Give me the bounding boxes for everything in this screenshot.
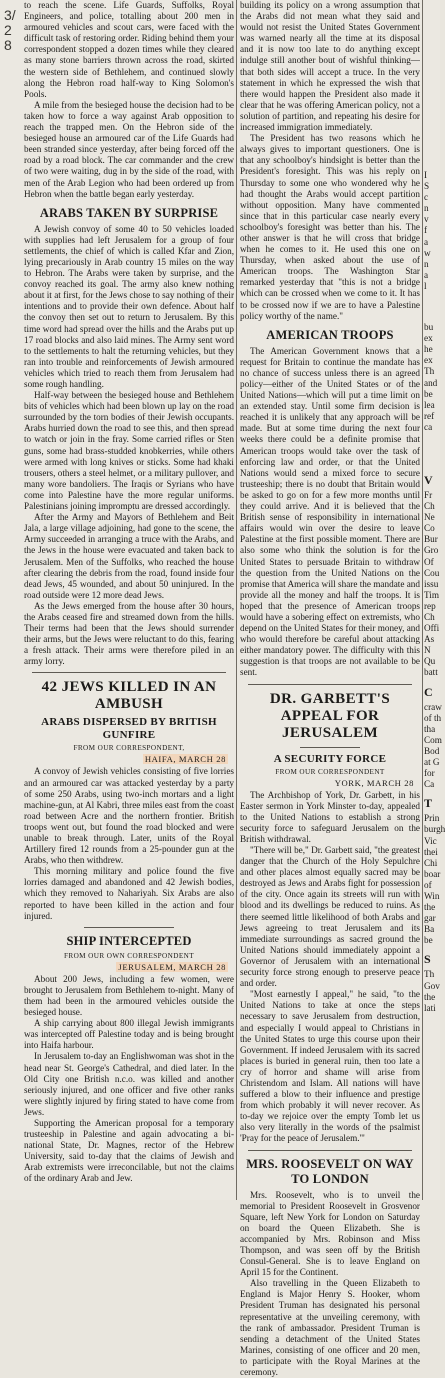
fragment-group: [424, 322, 440, 433]
byline: FROM OUR CORRESPONDENT,: [73, 744, 185, 753]
fragment-group: [424, 813, 445, 946]
article-divider: [32, 672, 226, 673]
subheadline-security-force: A SECURITY FORCE: [273, 752, 387, 765]
article-paragraph: A convoy of Jewish vehicles consisting of five lorries and an armoured car was attacked yesterday by a party of some 250 Arabs, using two-inch mortars and a light machine-gun, at Al Kabri, three miles east from the coast road between Acre and the northern frontier. British troops went out, but found the road blocked and were unable to break through. Later, units of the Royal Artillery fired 12 rounds from a 25-pounder gun at the Arabs, who then withdrew.: [24, 766, 234, 866]
fragment-line: Ca: [424, 779, 435, 790]
article-divider: [300, 747, 360, 748]
column-1: [24, 0, 234, 1200]
headline-garbett-appeal: DR. GARBETT'S APPEAL FOR JERUSALEM: [269, 690, 391, 741]
article-paragraph: This morning military and police found the five lorries damaged and abandoned and 42 Jewish bodies, which they removed to Nahariyah. Six Arabs are also reported to have been killed in the action and four injured.: [24, 866, 234, 921]
fragment-group: [424, 969, 440, 1013]
fragment-line: of: [424, 879, 432, 890]
fragment-line: Qu: [424, 656, 436, 667]
fragment-line: N: [424, 645, 431, 656]
fragment-line: lati: [424, 1002, 436, 1013]
headline-ship-intercepted: SHIP INTERCEPTED: [66, 933, 192, 948]
fragment-line: be: [424, 935, 433, 946]
dateline-york: YORK, MARCH 28: [334, 777, 414, 788]
fragment-line: rep: [424, 600, 436, 611]
fragment-line: Ch: [424, 612, 435, 622]
fragment-heading: S: [424, 952, 431, 967]
article-divider: [248, 684, 412, 685]
article-paragraph: About 200 Jews, including a few women, were brought to Jerusalem from Bethlehem to-night. Many of them had been in the armoured vehicles outside the besieged house.: [24, 973, 234, 1018]
fragment-line: ref: [424, 410, 435, 421]
fragment-line: Ba: [424, 924, 435, 935]
handwritten-date-note: 3/28: [4, 7, 16, 53]
article-paragraph: The American Government knows that a request for Britain to continue the mandate has no chance of success unless there is an agreed policy—either of the United States or of the United Nations—which will put a time limit on an extended stay. Until some firm decision is reached it is unlikely that any approach will be made. But at some time during the next four weeks there could be a definite promise that American troops would take over the task of enforcing law and order, or that the United Nations would send a mixed force to secure trusteeship; there is no doubt that Britain would be asked to go on for a few more months until they could arrive. And it is believed that the British sense of responsibility in international affairs would win over the desire to leave Palestine at the first possible moment. There are also some who think the solution is for the United States to persuade Britain to withdraw the question from the United Nations on the promise that America will share the mandate and provide all the money and half the troops. It is hoped that the presence of American troops would have a sobering effect on extremists, who depend on the United States for their money, and who would therefore be careful about attacking either mandatory power. The difficulty with this suggestion is that troops are not available to be sent.: [240, 345, 420, 678]
fragment-line: Offi: [424, 623, 440, 634]
article-divider: [248, 1150, 412, 1151]
fragment-line: ex: [424, 333, 433, 344]
fragment-line: S: [424, 181, 430, 192]
column-rule: [422, 0, 423, 1200]
fragment-group: [424, 170, 440, 292]
article-paragraph: Supporting the American proposal for a temporary trusteeship in Palestine and again advocating a bi-national State, Dr. Magnes, rector of the Hebrew University, said to-day that the claims of Jewish and Arab extremists were irreconcilable, but not the claims of the ordinary Arab and Jew.: [24, 1117, 234, 1184]
dateline-haifa: [24, 754, 228, 764]
fragment-line: the: [424, 991, 436, 1002]
fragment-group: [424, 490, 440, 679]
fragment-line: lea: [424, 399, 435, 410]
left-margin-strip: [0, 0, 22, 1200]
subheading-arabs-surprise: ARABS TAKEN BY SURPRISE: [39, 205, 219, 220]
fragment-line: the: [424, 902, 436, 913]
dateline-jerusalem: [24, 962, 228, 972]
article-paragraph: "There will be," Dr. Garbett said, "the greatest danger that the Church of the Holy Sepulchre and other places almost equally sacred may be destroyed as Jews and Arabs fight for possession of the city. Once again its streets will run with blood and its dwellings be reduced to ruins. As there seemed little likelihood of both Arabs and Jews agreeing to treat Jerusalem and its immediate surroundings as sacred ground the United Nations should immediately appoint a Governor of Jerusalem with an international security force strong enough to preserve peace and order.: [240, 845, 420, 989]
fragment-group: [424, 702, 440, 791]
fragment-line: Th: [424, 366, 435, 377]
headline-42-jews: 42 JEWS KILLED IN AN AMBUSH: [41, 679, 217, 713]
fragment-line: gar: [424, 913, 436, 924]
fragment-line: Th: [424, 969, 435, 980]
fragment-line: c: [424, 192, 429, 203]
byline: FROM OUR CORRESPONDENT: [275, 767, 385, 776]
fragment-line: Cou: [424, 567, 440, 578]
article-paragraph: Also travelling in the Queen Elizabeth to England is Major Henry S. Hooker, whom President Truman has designated his personal representative at the unveiling ceremony, with the rank of ambassador. President Truman is sending a detachment of the United States Marines, consisting of one officer and 20 men, to participate with the Royal Marines at the ceremony.: [240, 1278, 420, 1378]
fragment-line: craw: [424, 701, 442, 712]
fragment-line: a: [424, 269, 429, 280]
fragment-line: Tim: [424, 589, 439, 600]
article-paragraph: "Most earnestly I appeal," he said, "to the United Nations to take at once the steps necessary to save Jerusalem from destruction, and especially I would appeal to Christians in the United States to urge this course upon their Government. If indeed Jerusalem with its sacred places is buried in general ruin, then too late a cry of horror and shame will arise from Christendom and Islam. All nations will have suffered a blow to their influence and prestige from which probably it will never recover. As to-day we rejoice over the empty Tomb let us also very literally in the words of the psalmist 'Pray for the peace of Jerusalem.'": [240, 989, 420, 1144]
fragment-line: I: [424, 170, 428, 180]
fragment-line: Com: [424, 734, 442, 745]
dateline-haifa-text: HAIFA, MARCH 28: [144, 754, 226, 765]
article-paragraph: As the Jews emerged from the house after 30 hours, the Arabs ceased fire and streamed down from the hills. Their terms had been that the Jews should surrender their arms, but the Jews were reluctant to do this, fearing a fresh attack. Their arms were therefore piled in an army lorry.: [24, 600, 234, 667]
fragment-line: Ne: [424, 512, 435, 523]
column-2: [240, 0, 420, 1378]
fragment-line: Fr: [424, 489, 433, 500]
article-paragraph: The Archbishop of York, Dr. Garbett, in his Easter sermon in York Minster to-day, appealed to the United Nations to establish a strong security force to safeguard Jerusalem on the British withdrawal.: [240, 789, 420, 844]
fragment-line: Chi: [424, 857, 438, 868]
fragment-line: n: [424, 258, 429, 269]
article-paragraph: to reach the scene. Life Guards, Suffolks, Royal Engineers, and police, totalling about 200 men in armoured vehicles and scout cars, were faced with the difficult task of restoring order. Riding behind them your correspondent stopped a dozen times while they cleared as many stone barriers thrown across the road, skirted the western side of Bethlehem, and continued slowly along the Hebron road half-way to King Solomon's Pools.: [24, 0, 234, 99]
fragment-line: As: [424, 634, 435, 645]
fragment-line: f: [424, 225, 428, 236]
article-paragraph: After the Army and Mayors of Bethlehem and Beit Jala, a large village adjoining, had gone to the scene, the Army succeeded in arranging a truce with the Arabs, and the Jews in the house were evacuated and taken back to Jerusalem. Men of the Suffolks, who reached the house after clearing the debris from the road, found inside four dead Jews, 45 wounded, and about 50 uninjured. In the road outside were 12 more dead Jews.: [24, 512, 234, 600]
fragment-line: bu: [424, 322, 434, 333]
fragment-line: tha: [424, 723, 436, 734]
fragment-heading: T: [424, 796, 433, 811]
fragment-line: be: [424, 388, 433, 399]
fragment-line: Gro: [424, 545, 439, 556]
article-divider: [84, 927, 174, 928]
article-paragraph: Half-way between the besieged house and Bethlehem bits of vehicles which had been blown up lay on the road surrounded by the torn bodies of their Jewish occupants. Arabs hurried down the road to see this, and then spread to watch or join in the fray. Some carried rifles or Sten guns, some had brass-studded knobkerries, while others were armed with long knives or sticks. Some had khaki trousers, others a steel helmet, or a military pullover, and many wore bandoliers. The Iraqis or Syrians who have come into Palestine have the more regular uniforms. Palestinians joining impromptu are dressed accordingly.: [24, 390, 234, 512]
fragment-line: Of: [424, 556, 434, 567]
fragment-line: batt: [424, 667, 438, 678]
article-paragraph: A mile from the besieged house the decision had to be taken how to force a way against Arab opposition to reach the trapped men. On the Hebron side of the besieged house an armoured car of the Life Guards had been stranded since yesterday, after being forced off the road by a road block. The car commander and the crew of two were waiting, dug in by the side of the road, with men of the Arab Legion who had been ordered up from Hebron when the battle began early yesterday.: [24, 99, 234, 199]
fragment-line: of th: [424, 712, 442, 723]
fragment-line: and: [424, 377, 438, 388]
fragment-line: issu: [424, 578, 439, 589]
fragment-heading: C: [424, 684, 433, 699]
subheading-american-troops: AMERICAN TROOPS: [266, 327, 394, 342]
fragment-line: ex: [424, 355, 433, 366]
fragment-line: Ch: [424, 501, 435, 512]
column-rule: [236, 0, 237, 1200]
subheadline-british-gunfire: ARABS DISPERSED BY BRITISH GUNFIRE: [41, 716, 217, 742]
fragment-line: Co: [424, 523, 435, 534]
article-paragraph: Mrs. Roosevelt, who is to unveil the memorial to President Roosevelt in Grosvenor Square, left New York for London on Saturday on board the Queen Elizabeth. She is accompanied by Mrs. Robinson and Miss Thompson, and was seen off by the British Consul-General. She is to leave England on April 15 for the Continent.: [240, 1189, 420, 1278]
fragment-line: boar: [424, 868, 441, 879]
article-paragraph: A Jewish convoy of some 40 to 50 vehicles loaded with supplies had left Jerusalem for a group of four settlements, the chief of which is called Kfar and Zion, lying precariously in Arab country 15 miles on the way to Hebron. The Arabs were taken by surprise, and the convoy reached its goal. The army also knew nothing about it at first, for the Jews chose to say nothing of their intentions and to provide their own defence. About half the convoy then set out to return to Jerusalem. By this time word had spread over the hills and the Arabs put up 17 road blocks and also laid mines. The Army sent word to the settlements to halt the returning vehicles, but they ran into trouble and reinforcements of Jewish armoured vehicles which tried to reach them from Jerusalem had some rough handling.: [24, 223, 234, 389]
fragment-line: for: [424, 768, 435, 779]
fragment-line: a: [424, 236, 429, 247]
fragment-line: v: [424, 214, 429, 225]
fragment-line: ca: [424, 421, 433, 432]
fragment-line: Vic: [424, 835, 437, 846]
fragment-line: he: [424, 344, 433, 355]
fragment-line: at G: [424, 757, 440, 768]
headline-mrs-roosevelt: MRS. ROOSEVELT ON WAY TO LONDON: [246, 1156, 414, 1186]
fragment-heading: V: [424, 472, 433, 487]
dateline-jerusalem-text: JERUSALEM, MARCH 28: [118, 961, 226, 972]
fragment-line: burgh: [424, 824, 445, 835]
article-paragraph: A ship carrying about 800 illegal Jewish immigrants was intercepted off Palestine today and is being brought into Haifa harbour.: [24, 1018, 234, 1051]
column-3-fragment: [424, 0, 445, 1200]
fragment-line: Bur: [424, 534, 438, 545]
article-paragraph: In Jerusalem to-day an Englishwoman was shot in the head near St. George's Cathedral, and died later. In the Old City one British n.c.o. was killed and another seriously injured, and one officer and five other ranks were slightly injured by firing stated to have come from Jews.: [24, 1051, 234, 1117]
fragment-line: Prin: [424, 813, 440, 824]
fragment-line: thei: [424, 846, 438, 857]
byline: FROM OUR OWN CORRESPONDENT: [63, 951, 194, 960]
fragment-line: w: [424, 247, 431, 258]
fragment-line: l: [424, 280, 427, 291]
article-paragraph: building its policy on a wrong assumption that the Arabs did not mean what they said and would not resist the United States Government was warned nearly all the time at its disposal and it is now too late to do anything except indulge still another bout of wishful thinking—that both sides will accept a truce. In the very statement in which he expressed the wish that there would happen the President also made it clear that he was offering American policy, not a solution of partition, and repeating his desire for increased immigration immediately.: [240, 0, 420, 133]
fragment-line: Gov: [424, 980, 440, 991]
fragment-line: n: [424, 203, 429, 214]
article-paragraph: The President has two reasons which he always gives to important questioners. One is that any schoolboy's hindsight is better than the President's foresight. This was his reply on Thursday to some one who wondered why he had thought the Arabs would accept partition without opposition. Many have commented since that in this particular case nearly every schoolboy's foresight was better than his. The other answer is that he will cross that bridge when he comes to it. He used this one on Thursday, when asked about the use of American troops. The Washington Star remarked yesterday that "this is not a bridge which can be crossed when we come to it. It has to be crossed now if we are to have a Palestine policy worthy of the name.": [240, 133, 420, 321]
fragment-line: Bod: [424, 745, 440, 756]
fragment-line: Win: [424, 890, 440, 901]
